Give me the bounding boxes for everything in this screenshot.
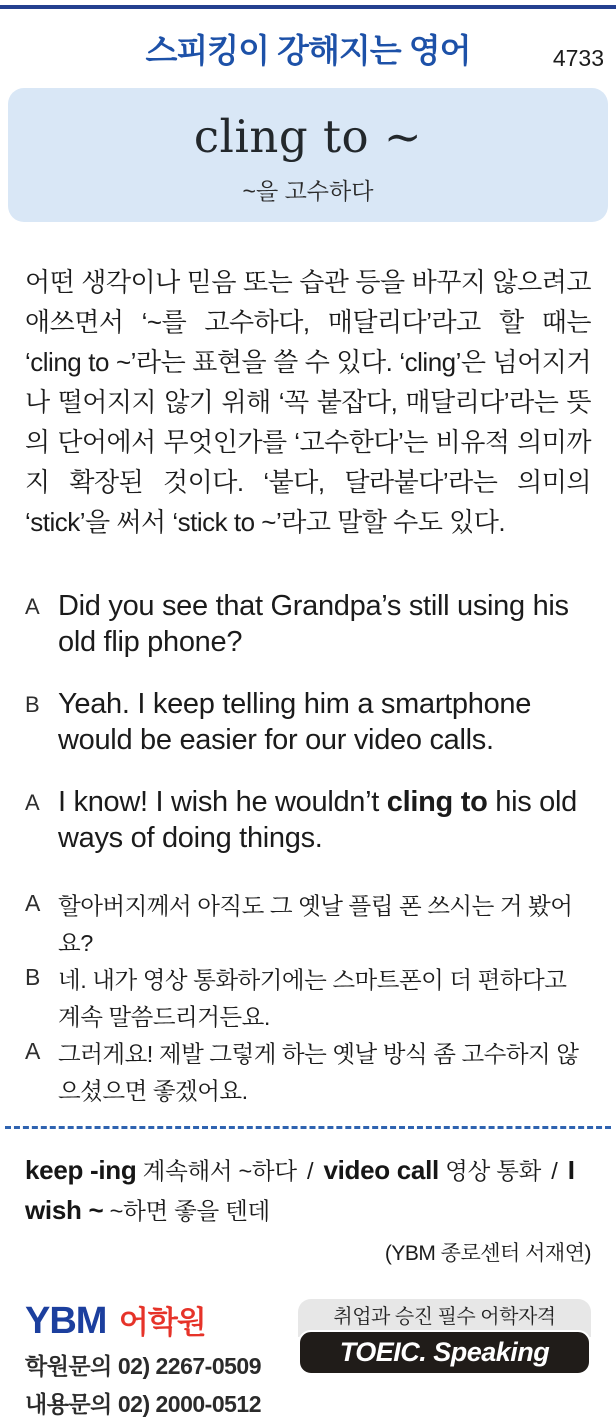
ybm-brand-text: YBM [25, 1300, 107, 1342]
vocab-separator: / [551, 1158, 558, 1184]
dialogue-en-line [25, 588, 591, 660]
vocab-meaning: 영상 통화 [445, 1158, 542, 1184]
dialogue-text: 할아버지께서 아직도 그 옛날 플립 폰 쓰시는 거 봤어요? [58, 893, 573, 956]
vocab-separator: / [306, 1158, 314, 1184]
footer [25, 1297, 591, 1419]
dialogue-text: 네. 내가 영상 통화하기에는 스마트폰이 더 편하다고 계속 말씀드리거든요. [58, 967, 567, 1030]
expression-text: cling to ~ [193, 110, 423, 163]
dialogue-text: Yeah. I keep telling him a smartphone would be easier for our video calls. [58, 688, 532, 756]
dashed-divider [5, 1126, 611, 1129]
dialogue-english [25, 588, 591, 856]
contact-line [25, 1386, 261, 1419]
dialogue-en-line [25, 686, 591, 758]
author-attribution: (YBM 종로센터 서재연) [384, 1242, 591, 1265]
dialogue-text: I know! I wish he wouldn’t cling to his old ways of doing things. [58, 786, 577, 854]
speaker-label: A [25, 594, 40, 619]
contact-line [25, 1348, 261, 1381]
dialogue-text: Did you see that Grandpa’s still using his old flip phone? [58, 590, 569, 658]
speaker-label: B [25, 964, 41, 990]
dialogue-en-line [25, 784, 591, 856]
speaker-label: B [25, 692, 40, 717]
highlighted-expression: cling to [386, 786, 488, 818]
expression-card [8, 88, 608, 222]
header [0, 9, 616, 88]
page-title: 스피킹이 강해지는 영어 [145, 32, 471, 69]
speaker-label: A [25, 890, 41, 916]
vocab-term: video call [323, 1155, 439, 1185]
dialogue-ko-line [25, 888, 591, 962]
contact-number: 02) 2267-0509 [117, 1353, 261, 1379]
vocab-meaning: ~하면 좋을 텐데 [109, 1198, 270, 1224]
dialogue-ko-line [25, 962, 591, 1036]
badge-tagline: 취업과 승진 필수 어학자격 [298, 1299, 591, 1337]
toeic-speaking-badge [298, 1299, 591, 1375]
contact-number: 02) 2000-0512 [117, 1391, 261, 1417]
speaker-label: A [25, 1038, 41, 1064]
contact-label: 학원문의 [25, 1353, 112, 1379]
badge-product-name: TOEIC. Speaking [298, 1330, 591, 1375]
expression-meaning: ~을 고수하다 [242, 178, 374, 204]
vocab-term: keep -ing [25, 1155, 137, 1185]
ybm-contact-block [25, 1297, 261, 1419]
ybm-suffix-text: 어학원 [118, 1305, 206, 1340]
dialogue-text: 그러게요! 제발 그렇게 하는 옛날 방식 좀 고수하지 않으셨으면 좋겠어요. [58, 1041, 579, 1104]
explanation-paragraph: 어떤 생각이나 믿음 또는 습관 등을 바꾸지 않으려고 애쓰면서 ‘~를 고수하다, 매달리다’라고 할 때는 ‘cling to ~’라는 표현을 쓸 수 있다. ‘cling’은 넘어지거나 떨어지지 않기 위해 ‘꼭 붙잡다, 매달리다’라는 뜻의 단어에서 무엇인가를 ‘고수한다’는 비유적 의미까지 확장된 것이다. ‘붙다, 달라붙다’라는 의미의 ‘stick’을 써서 ‘stick to ~’라고 말할 수도 있다. [25, 267, 591, 537]
ybm-logo [25, 1297, 261, 1343]
vocab-meaning: 계속해서 ~하다 [142, 1158, 297, 1184]
dialogue-korean [25, 888, 591, 1110]
contact-label: 내용문의 [25, 1391, 112, 1417]
vocab-term: I wish ~ [25, 1155, 575, 1225]
dialogue-ko-line [25, 1036, 591, 1110]
vocabulary-line [25, 1151, 591, 1231]
speaker-label: A [25, 790, 40, 815]
issue-number: 4733 [552, 45, 604, 71]
